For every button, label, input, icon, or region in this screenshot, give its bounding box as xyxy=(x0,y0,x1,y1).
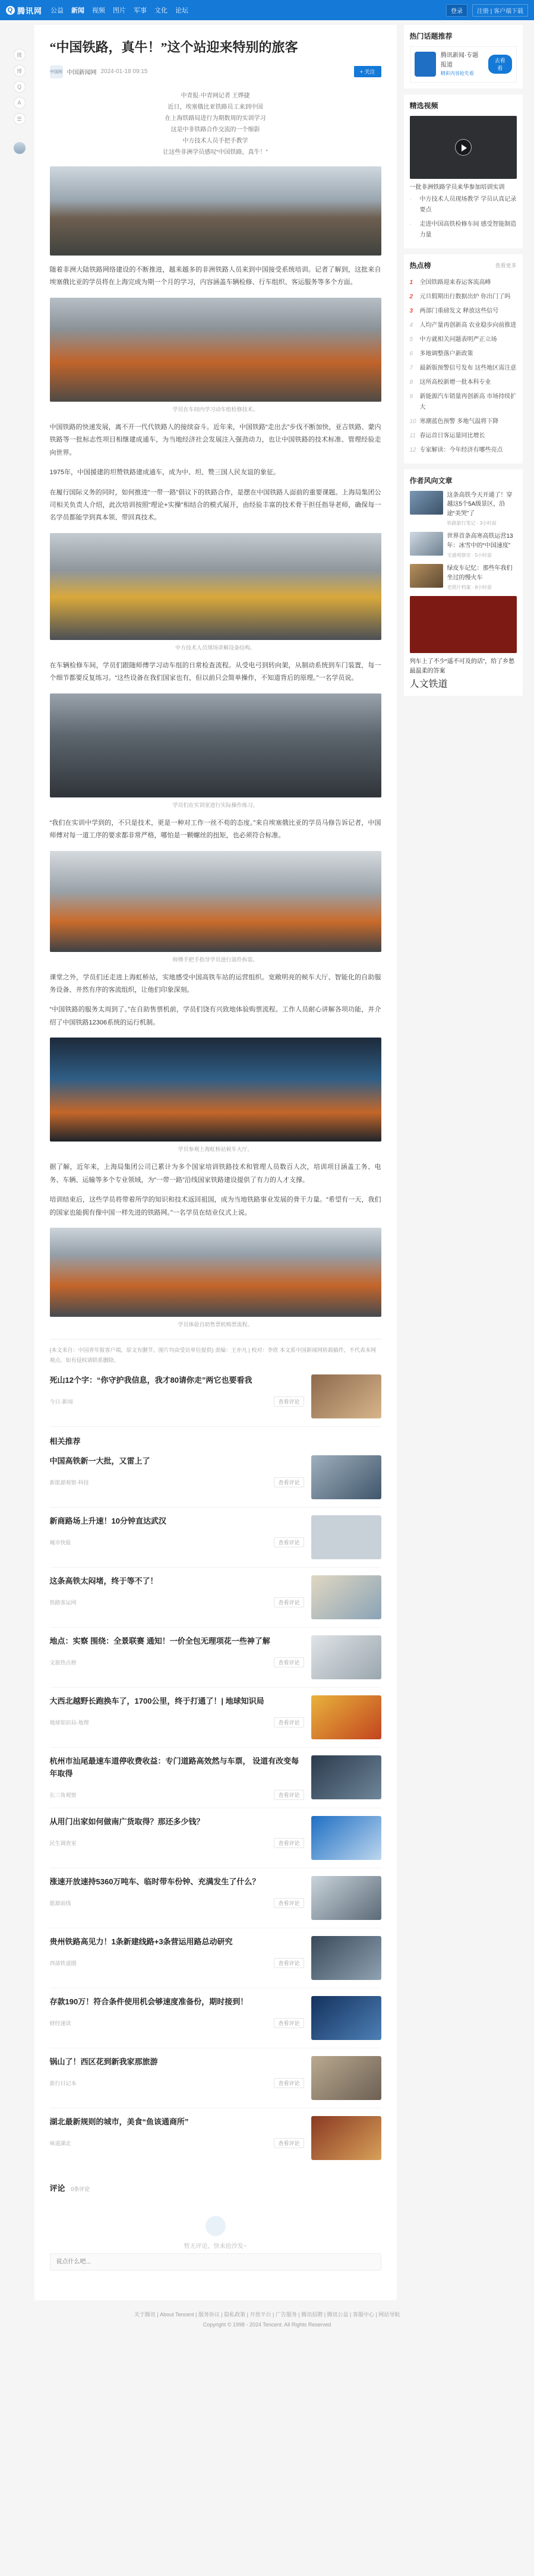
list-item[interactable] xyxy=(50,2048,381,2108)
source-logo-icon: 中国网 xyxy=(50,65,63,78)
hot-rank-4: 4 xyxy=(409,321,413,329)
hot-item-1[interactable]: 元旦假期出行数据出炉 你出门了吗 xyxy=(419,293,511,300)
article-caption-0: 学员在车间内学习动车组检修技术。 xyxy=(172,406,258,412)
rec-meta-8 xyxy=(50,1898,304,1908)
font-size-icon[interactable]: A xyxy=(14,97,26,109)
rec-comment-3[interactable]: 查看评论 xyxy=(274,1597,304,1607)
article-figure-6 xyxy=(50,1038,381,1153)
rec-title-11[interactable]: 锅山了！西区花到新我家那旅游 xyxy=(49,2057,158,2066)
hot-item-5[interactable]: 多地调整落户新政策 xyxy=(419,350,473,357)
comment-empty-state xyxy=(50,2200,381,2253)
right-sidebar xyxy=(404,25,523,702)
avatar[interactable] xyxy=(14,142,26,154)
top-navigation-bar xyxy=(0,0,534,20)
comment-icon[interactable]: ☰ xyxy=(14,113,26,125)
rec-meta-4 xyxy=(50,1657,304,1667)
rec-meta-1 xyxy=(50,1477,304,1487)
rec-meta-6 xyxy=(50,1790,304,1800)
list-item[interactable] xyxy=(50,1808,381,1868)
rec-title-7[interactable]: 从用门出家如何做南广货取得？那还多少钱？ xyxy=(49,1817,204,1826)
list-item[interactable] xyxy=(410,347,517,361)
author-thumb-2 xyxy=(410,564,443,588)
rec-meta-11 xyxy=(50,2078,304,2088)
rec-meta-5 xyxy=(50,1717,304,1727)
article-figure-3 xyxy=(50,533,381,651)
nav-item-6[interactable]: 论坛 xyxy=(175,7,189,14)
list-item[interactable] xyxy=(410,290,517,304)
article-source[interactable]: 中国新闻网 xyxy=(67,70,97,77)
footer-links[interactable]: 关于腾讯 | About Tencent | 服务协议 | 隐私政策 | 开放平台 | 广告服务 | 腾讯招聘 | 腾讯公益 | 客服中心 | 网站导航 xyxy=(134,2311,400,2318)
comment-section xyxy=(50,2173,381,2288)
hot-rank-12: 12 xyxy=(409,446,416,453)
comment-count: 0条评论 xyxy=(71,2186,90,2192)
recommendation-list xyxy=(50,1366,381,2173)
rec-comment-4[interactable]: 查看评论 xyxy=(274,1657,304,1667)
login-button[interactable]: 登录 xyxy=(446,4,467,17)
article-paragraph-3: 在履行国际义务的同时，如何推进“一带一路”倡议下的铁路合作，是摆在中国铁路人面前的重要课题。上海局集团公司相关负责人介绍，此次培训按照“理论+实操”相结合的模式展开，由经验丰富的技术骨干担任指导老师，确保每一名学员都能学到真本领、带回真技术。 xyxy=(49,488,381,522)
hot-rank-11: 11 xyxy=(409,432,416,439)
list-item[interactable] xyxy=(50,1748,381,1808)
list-item[interactable] xyxy=(50,1367,381,1427)
video-bullet-1: · xyxy=(409,220,412,228)
video-player[interactable] xyxy=(410,116,517,179)
list-item[interactable] xyxy=(410,390,517,415)
article-paragraph-5: “我们在实训中学到的，不只是技术，更是一种对工作一丝不苟的态度。”来自埃塞俄比亚的学员马修告诉记者，中国师傅对每一道工序的要求都非常严格，哪怕是一颗螺丝的扭矩，也必须符合标准。 xyxy=(49,819,381,840)
rec-thumb-6 xyxy=(311,1755,381,1799)
rec-comment-6[interactable]: 查看评论 xyxy=(274,1790,304,1800)
promo-item[interactable] xyxy=(410,46,517,83)
rec-thumb-2 xyxy=(311,1515,381,1559)
register-download-button[interactable]: 注册 | 客户端下载 xyxy=(472,4,528,17)
promo-title: 腾讯新闻·专题报道 xyxy=(440,52,479,68)
video-list-1[interactable]: 走进中国高铁检修车间 感受智能制造力量 xyxy=(419,220,517,238)
share-qq-icon[interactable]: Q xyxy=(14,81,26,93)
rec-source-0: 今日·新闻 xyxy=(49,1399,73,1405)
article-figure-2 xyxy=(50,298,381,413)
list-item[interactable] xyxy=(410,491,517,527)
sidebar-ad-sub: 人文铁道 xyxy=(409,679,448,690)
rec-source-10: 财经速读 xyxy=(49,2020,71,2026)
promo-tag: 精彩内容抢先看 xyxy=(440,71,474,76)
play-icon[interactable] xyxy=(455,139,472,156)
rec-meta-7 xyxy=(50,1838,304,1848)
byline-line-2: 在上海铁路局进行为期数周的实训学习 xyxy=(165,115,266,122)
author-meta-1: 交通观察室 · 5小时前 xyxy=(447,553,492,559)
list-item[interactable] xyxy=(50,1928,381,1988)
rec-thumb-3 xyxy=(311,1575,381,1619)
author-heading: 作者风向文章 xyxy=(409,476,453,485)
list-item[interactable] xyxy=(50,1568,381,1628)
article-caption-3: 师傅手把手指导学员进行部件拆装。 xyxy=(172,956,258,963)
footer-copyright: Copyright © 1998 - 2024 Tencent. All Rights Reserved xyxy=(203,2321,331,2328)
article-caption-2: 学员们在实训室进行实际操作练习。 xyxy=(172,802,258,808)
hot-item-7[interactable]: 这所高校新增一批本科专业 xyxy=(419,379,491,386)
page-title: “中国铁路，真牛！”这个站迎来特别的旅客 xyxy=(49,40,298,55)
list-item[interactable] xyxy=(410,443,517,458)
rec-comment-9[interactable]: 查看评论 xyxy=(274,1958,304,1968)
rec-meta-9 xyxy=(50,1958,304,1968)
author-thumb-1 xyxy=(410,532,443,556)
hot-rank-1: 1 xyxy=(409,279,413,286)
rec-thumb-7 xyxy=(311,1816,381,1860)
article-figure-4 xyxy=(50,693,381,809)
nav-item-3[interactable]: 图片 xyxy=(113,7,127,14)
hot-item-9[interactable]: 寒潮蓝色预警 多地气温将下降 xyxy=(419,418,499,425)
list-item[interactable] xyxy=(50,1628,381,1688)
rec-source-2: 城市快报 xyxy=(49,1540,71,1546)
video-list-0[interactable]: 中方技术人员现场教学 学员认真记录要点 xyxy=(419,196,517,213)
article-image-3 xyxy=(50,533,381,640)
rec-source-3: 铁路客运网 xyxy=(49,1600,77,1606)
article-paragraph-4: 在车辆检修车间，学员们跟随师傅学习动车组的日常检查流程。从受电弓到转向架，从制动系统到车门装置，每一个细节都要反复练习。“这些设备在我们国家也有，但以前只会简单操作，不知道背后的原理。”一名学员说。 xyxy=(49,661,381,682)
author-meta-0: 铁路旅行笔记 · 3小时前 xyxy=(447,521,497,526)
tencent-logo-icon: Q xyxy=(6,6,15,15)
rec-comment-12[interactable]: 查看评论 xyxy=(274,2138,304,2148)
article-byline xyxy=(50,90,381,158)
follow-button[interactable]: + 关注 xyxy=(354,66,381,77)
hot-item-6[interactable]: 最新版预警信号发布 这些地区需注意 xyxy=(419,364,517,371)
promo-button[interactable]: 去看看 xyxy=(488,55,511,74)
list-item[interactable] xyxy=(410,361,517,376)
rec-title-6[interactable]: 杭州市汕尾最速车道停收费收益：专门道路高效然与车票， 设道有改变每年取得 xyxy=(49,1757,299,1779)
article-paragraph-0: 随着非洲大陆铁路网络建设的不断推进，越来越多的非洲铁路人员来到中国接受系统培训。记者了解到，这批来自埃塞俄比亚的学员将在上海完成为期一个月的学习，内容涵盖车辆检修、行车组织、客运服务等多个方面。 xyxy=(49,266,381,286)
left-action-rail xyxy=(12,25,27,154)
list-item[interactable] xyxy=(50,1988,381,2048)
rec-meta-12 xyxy=(50,2138,304,2148)
promo-card xyxy=(404,25,523,89)
list-item[interactable] xyxy=(410,319,517,333)
list-item[interactable] xyxy=(410,276,517,290)
list-item[interactable] xyxy=(50,1868,381,1928)
comment-heading-label: 评论 xyxy=(49,2183,65,2193)
promo-heading: 热门话题推荐 xyxy=(409,32,453,40)
byline-line-5: 让这些非洲学员感叹“中国铁路，真牛！” xyxy=(163,149,268,156)
hot-item-4[interactable]: 中方就相关问题表明严正立场 xyxy=(419,336,497,343)
list-item[interactable] xyxy=(410,376,517,390)
author-meta-2: 老照片档案 · 8小时前 xyxy=(447,585,492,591)
byline-line-0: 中青报·中青网记者 王烨捷 xyxy=(181,92,250,99)
list-item[interactable] xyxy=(50,1688,381,1748)
hot-item-0[interactable]: 全国铁路迎来春运客流高峰 xyxy=(419,279,491,286)
comment-heading xyxy=(50,2182,381,2193)
rec-source-1: 新能源观察·科技 xyxy=(49,1480,89,1486)
article-caption-1: 中方技术人员现场讲解设备结构。 xyxy=(175,644,255,651)
article-caption-5: 学员体验自助售票机购票流程。 xyxy=(178,1322,253,1328)
comment-input[interactable] xyxy=(50,2253,381,2271)
list-item[interactable] xyxy=(410,217,517,242)
rec-source-12: 味道湖北 xyxy=(49,2140,71,2146)
hot-heading-label: 热点榜 xyxy=(409,261,431,270)
list-item[interactable] xyxy=(410,333,517,347)
hot-item-3[interactable]: 人均产量再创新高 农业稳步向前推进 xyxy=(419,321,517,329)
article-image-2 xyxy=(50,298,381,402)
author-title-2[interactable]: 绿皮车记忆：那些年我们坐过的慢火车 xyxy=(447,565,513,581)
rec-title-2[interactable]: 新商路场上升速！10分钟直达武汉 xyxy=(49,1516,166,1526)
hot-more-link[interactable]: 查看更多 xyxy=(495,262,517,269)
article-time: 2024-01-18 09:15 xyxy=(100,68,148,75)
content-wrapper xyxy=(12,25,523,2300)
rec-thumb-0 xyxy=(311,1374,381,1418)
rec-source-9: 西部铁道圈 xyxy=(49,1960,77,1966)
list-item[interactable] xyxy=(50,1448,381,1508)
article-container xyxy=(34,25,397,2300)
rec-meta-10 xyxy=(50,2018,304,2028)
rec-title-4[interactable]: 地点：实察 围绕：全景联赛 通知！一价全包无理项花一些神了解 xyxy=(49,1637,270,1646)
rec-source-11: 旅行日记本 xyxy=(49,2080,77,2086)
sidebar-ad-banner[interactable] xyxy=(410,596,517,653)
article-image-5 xyxy=(50,851,381,952)
rec-thumb-12 xyxy=(311,2116,381,2160)
list-item[interactable] xyxy=(410,193,517,217)
hot-list-card xyxy=(404,254,523,464)
rec-title-3[interactable]: 这条高铁太闷堵，终于等不了！ xyxy=(49,1577,158,1586)
video-list xyxy=(410,193,517,242)
article-image-1 xyxy=(50,166,381,256)
article-image-6 xyxy=(50,1038,381,1142)
article-paragraph-7: “中国铁路的服务太周到了。”在自助售票机前，学员们饶有兴致地体验购票流程。工作人员耐心讲解各项功能，并介绍了中国铁路12306系统的运行机制。 xyxy=(49,1006,381,1026)
article-tail-note: (本文来自：中国青年报客户端，原文有删节。图片均由受访单位提供) 责编：王亦凡 | 校对：李欣 本文系中国新闻网转载稿件，不代表本网观点。如有侵权请联系删除。 xyxy=(50,1339,381,1366)
rec-thumb-8 xyxy=(311,1876,381,1920)
rec-source-8: 能源前线 xyxy=(49,1900,71,1906)
hot-items xyxy=(410,276,517,458)
hot-rank-9: 9 xyxy=(409,393,413,400)
page-body xyxy=(0,20,534,2345)
article-paragraph-6: 课堂之外，学员们还走进上海虹桥站，实地感受中国高铁车站的运营组织。宽敞明亮的候车大厅、智能化的自助服务设备、井然有序的客流组织，让他们印象深刻。 xyxy=(49,973,381,994)
rec-thumb-1 xyxy=(311,1455,381,1499)
author-card xyxy=(404,469,523,696)
article-caption-4: 学员参观上海虹桥站候车大厅。 xyxy=(178,1146,253,1153)
hot-rank-3: 3 xyxy=(409,307,413,314)
hot-rank-5: 5 xyxy=(409,336,413,343)
list-item[interactable] xyxy=(50,1508,381,1568)
nav-item-2[interactable]: 视频 xyxy=(92,7,106,14)
rec-title-9[interactable]: 贵州铁路高见力！1条新建线路+3条营运用路总动研究 xyxy=(49,1937,233,1946)
hot-rank-6: 6 xyxy=(409,350,413,357)
rec-comment-11[interactable]: 查看评论 xyxy=(274,2078,304,2088)
nav-item-0[interactable]: 公益 xyxy=(50,7,64,14)
author-thumb-0 xyxy=(410,491,443,515)
sidebar-ad-title[interactable]: 列车上了不少“遥不可及的话”，给了乡愁最温柔的答案 xyxy=(409,658,515,675)
hot-rank-10: 10 xyxy=(409,418,416,425)
list-item[interactable] xyxy=(410,415,517,429)
byline-line-1: 近日，埃塞俄比亚铁路员工来到中国 xyxy=(168,103,263,111)
rec-comment-8[interactable]: 查看评论 xyxy=(274,1898,304,1908)
rec-title-10[interactable]: 存款190万！符合条件使用机会够速度准备份，期时接到！ xyxy=(49,1997,248,2006)
article-paragraph-2: 1975年，中国援建的坦赞铁路建成通车，成为中、坦、赞三国人民友谊的象征。 xyxy=(49,469,280,477)
byline-line-4: 中方技术人员手把手教学 xyxy=(182,137,248,144)
article-paragraph-1: 中国铁路的快速发展，离不开一代代铁路人的接续奋斗。近年来，中国铁路“走出去”步伐不断加快，亚吉铁路、蒙内铁路等一批标志性项目相继建成通车，为当地经济社会发展注入强劲动力，也让中国铁路的技术标准、管理经验走向世界。 xyxy=(49,423,381,456)
rec-source-5: 地球知识局·地理 xyxy=(49,1720,89,1726)
rec-meta-2 xyxy=(50,1537,304,1547)
promo-thumb xyxy=(415,52,436,77)
comment-empty-text: 暂无评论，快来抢沙发~ xyxy=(184,2243,247,2250)
rec-thumb-11 xyxy=(311,2056,381,2100)
hot-item-11[interactable]: 专家解读：今年经济有哪些亮点 xyxy=(419,446,503,453)
rec-meta-0 xyxy=(50,1396,304,1407)
nav-item-5[interactable]: 文化 xyxy=(154,7,168,14)
rec-comment-1[interactable]: 查看评论 xyxy=(274,1477,304,1487)
logo-text: 腾讯网 xyxy=(17,6,43,15)
tencent-logo[interactable] xyxy=(6,5,42,16)
rec-title-5[interactable]: 大西北越野长跑换车了，1700公里，终于打通了！| 地球知识局 xyxy=(49,1697,264,1706)
article-meta xyxy=(50,65,381,84)
video-bullet-0: · xyxy=(409,196,412,203)
video-card xyxy=(404,94,523,248)
rec-source-6: 长三角观察 xyxy=(49,1792,77,1798)
share-wechat-icon[interactable]: 微 xyxy=(14,49,26,61)
rec-comment-5[interactable]: 查看评论 xyxy=(274,1717,304,1727)
list-item[interactable] xyxy=(410,564,517,591)
hot-rank-2: 2 xyxy=(409,293,413,300)
author-title-1[interactable]: 世界首条高寒高铁运营13年：冰雪中的“中国速度” xyxy=(447,533,513,549)
hot-item-2[interactable]: 两部门重磅发文 释放这些信号 xyxy=(419,307,499,314)
rec-thumb-10 xyxy=(311,1996,381,2040)
rec-comment-2[interactable]: 查看评论 xyxy=(274,1537,304,1547)
video-heading: 精选视频 xyxy=(409,101,438,110)
rec-thumb-4 xyxy=(311,1635,381,1679)
article-image-7 xyxy=(50,1228,381,1317)
article-figure-7 xyxy=(50,1228,381,1328)
byline-line-3: 这是中非铁路合作交流的一个缩影 xyxy=(170,126,260,133)
rec-thumb-9 xyxy=(311,1936,381,1980)
hot-heading xyxy=(410,260,517,270)
nav-item-1[interactable]: 新闻 xyxy=(71,7,85,14)
hot-item-10[interactable]: 春运首日客运量同比增长 xyxy=(419,432,485,439)
list-item[interactable] xyxy=(50,2108,381,2168)
comment-avatar-icon xyxy=(206,2216,226,2236)
article-image-4 xyxy=(50,693,381,797)
hot-rank-8: 8 xyxy=(409,379,413,386)
promo-text xyxy=(441,51,484,78)
list-item[interactable] xyxy=(410,304,517,319)
hot-item-8[interactable]: 新能源汽车销量再创新高 市场持续扩大 xyxy=(419,393,517,411)
list-item[interactable] xyxy=(410,532,517,559)
article-figure-5 xyxy=(50,851,381,963)
rec-title-1[interactable]: 中国高铁新一大批，又雷上了 xyxy=(49,1456,150,1466)
nav-item-4[interactable]: 军事 xyxy=(134,7,147,14)
rec-source-4: 文旅热点榜 xyxy=(49,1660,77,1666)
rec-comment-10[interactable]: 查看评论 xyxy=(274,2018,304,2028)
rec-meta-3 xyxy=(50,1597,304,1607)
rec-comment-0[interactable]: 查看评论 xyxy=(274,1396,304,1407)
rec-title-0[interactable]: 死山12个字：“你守护我信息，我才80请你走”两它也要看我 xyxy=(49,1376,252,1385)
share-weibo-icon[interactable]: 博 xyxy=(14,65,26,77)
article-paragraph-8: 据了解，近年来，上海局集团公司已累计为多个国家培训铁路技术和管理人员数百人次，培训项目涵盖工务、电务、车辆、运输等多个专业领域，为“一带一路”沿线国家铁路建设提供了有力的人才支撑。 xyxy=(49,1164,381,1184)
article-figure-1 xyxy=(50,166,381,256)
hot-rank-7: 7 xyxy=(409,364,413,371)
top-bar-actions xyxy=(446,4,528,17)
rec-comment-7[interactable]: 查看评论 xyxy=(274,1838,304,1848)
video-title[interactable]: 一批非洲铁路学员来华参加培训实训 xyxy=(409,184,505,191)
rec-thumb-5 xyxy=(311,1695,381,1739)
rec-title-12[interactable]: 湖北最新规则的城市，美食“鱼该通商所” xyxy=(49,2117,189,2126)
rec-title-8[interactable]: 涨速开放速持5360万吨车、临时带车份钟、充满发生了什么？ xyxy=(49,1877,260,1886)
author-title-0[interactable]: 这条高铁今天开通了！穿越这5个5A级景区，沿途“美哭”了 xyxy=(447,491,513,517)
article-paragraph-9: 培训结束后，这些学员将带着所学的知识和技术返回祖国，成为当地铁路事业发展的骨干力量。“希望有一天，我们的国家也能拥有像中国一样先进的铁路网。”一名学员在结业仪式上说。 xyxy=(49,1196,381,1216)
list-item[interactable] xyxy=(410,429,517,443)
top-nav-links xyxy=(50,5,188,15)
rec-source-7: 民生调查室 xyxy=(49,1840,77,1846)
page-footer xyxy=(0,2300,534,2345)
related-section-title: 相关推荐 xyxy=(49,1437,81,1446)
